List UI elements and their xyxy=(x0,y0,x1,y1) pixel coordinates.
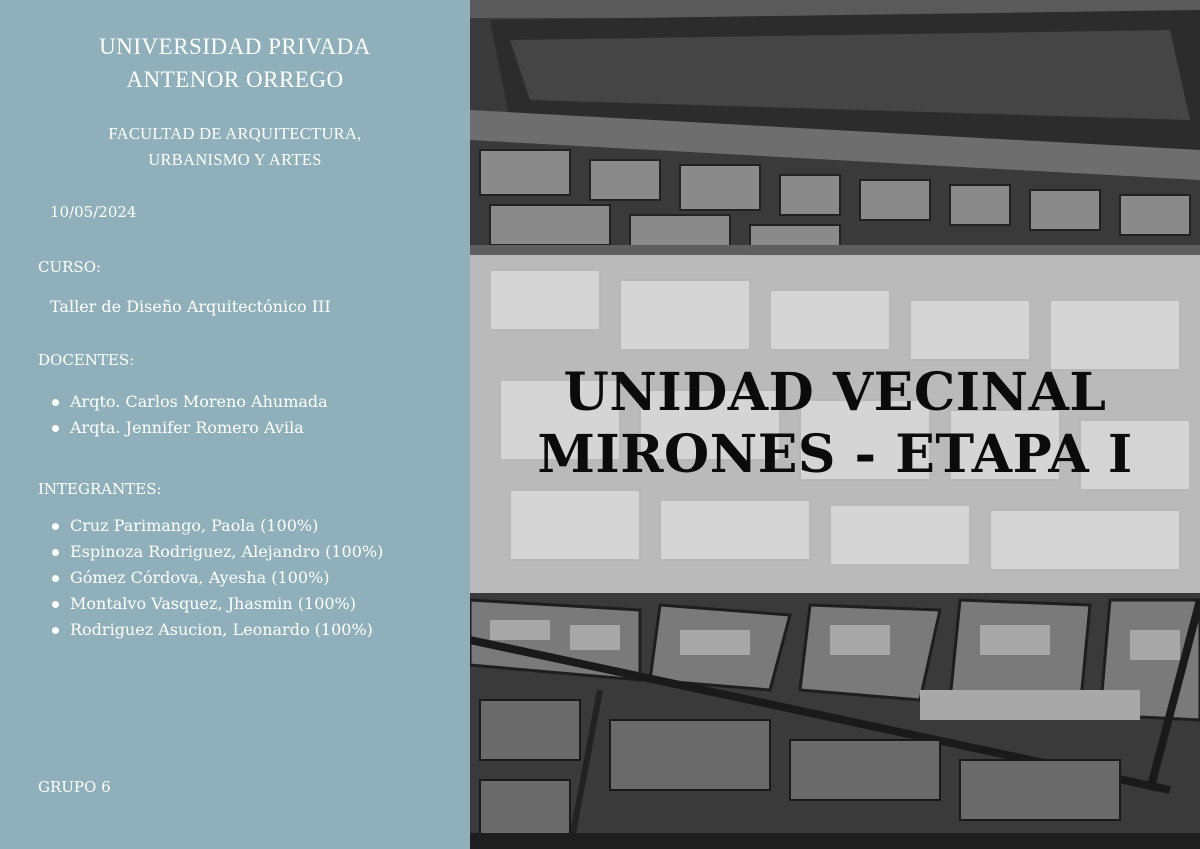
aerial-photo-panel xyxy=(470,0,1200,849)
title-line-1: UNIDAD VECINAL xyxy=(563,362,1107,423)
course-name: Taller de Diseño Arquitectónico III xyxy=(50,297,331,316)
university-line-1: UNIVERSIDAD PRIVADA xyxy=(99,34,371,59)
title-line-2: MIRONES - ETAPA I xyxy=(537,424,1133,485)
list-item: Rodriguez Asucion, Leonardo (100%) xyxy=(50,617,383,643)
list-item: Gómez Córdova, Ayesha (100%) xyxy=(50,565,383,591)
university-name xyxy=(0,30,470,96)
list-item: Arqta. Jennifer Romero Avila xyxy=(50,415,328,441)
list-item: Montalvo Vasquez, Jhasmin (100%) xyxy=(50,591,383,617)
members-list xyxy=(50,513,383,643)
list-item: Arqto. Carlos Moreno Ahumada xyxy=(50,389,328,415)
course-label: CURSO: xyxy=(38,258,102,276)
info-panel xyxy=(0,0,470,849)
date: 10/05/2024 xyxy=(50,203,137,221)
teachers-label: DOCENTES: xyxy=(38,351,135,369)
faculty-line-1: FACULTAD DE ARQUITECTURA, xyxy=(108,124,362,143)
teachers-list xyxy=(50,389,328,441)
faculty-line-2: URBANISMO Y ARTES xyxy=(148,150,322,169)
university-line-2: ANTENOR ORREGO xyxy=(126,67,344,92)
faculty-name xyxy=(0,121,470,173)
group-number: GRUPO 6 xyxy=(38,778,111,796)
list-item: Espinoza Rodriguez, Alejandro (100%) xyxy=(50,539,383,565)
members-label: INTEGRANTES: xyxy=(38,480,162,498)
cover-title xyxy=(470,362,1200,486)
list-item: Cruz Parimango, Paola (100%) xyxy=(50,513,383,539)
